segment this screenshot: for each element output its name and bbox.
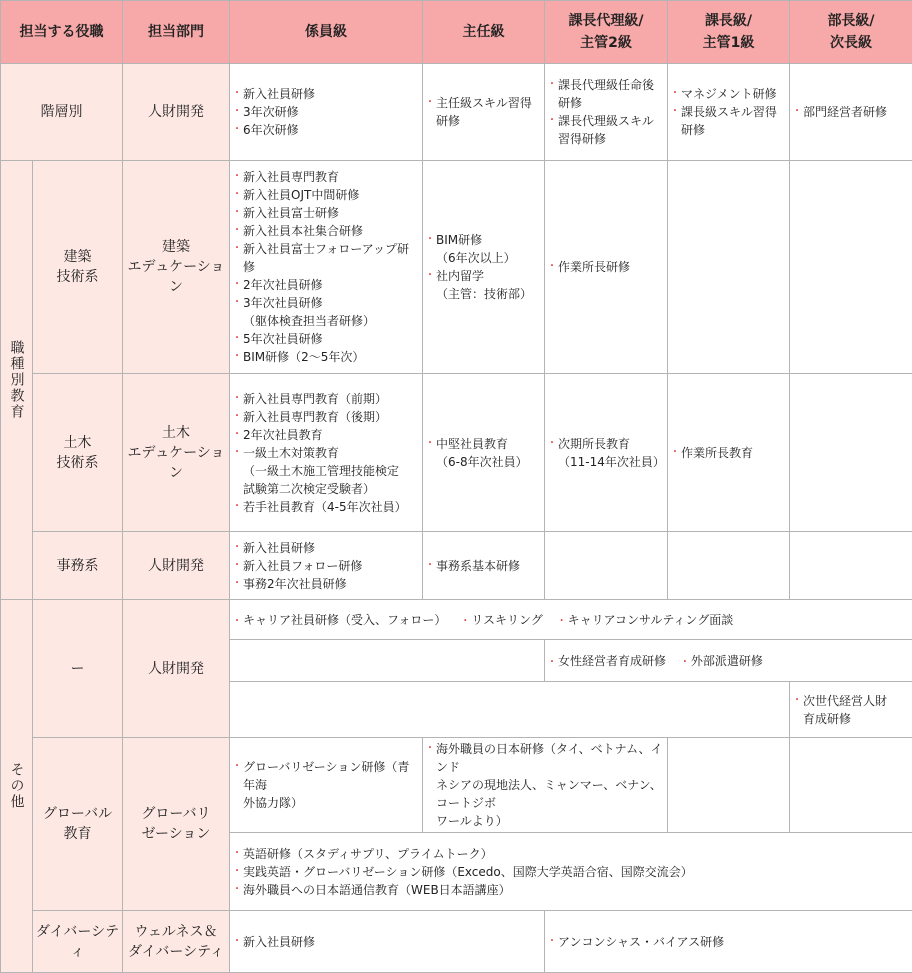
row-kenchiku: [1, 161, 912, 374]
list-item: ・ 新入社員専門教育: [236, 168, 418, 186]
label-diversity: ダイバーシティ: [33, 911, 123, 973]
list-item: ・ 5年次社員研修: [236, 330, 418, 348]
list-item: ・ 実践英語・グローバリゼーション研修（Excedo、国際大学英語合宿、国際交流会）: [236, 863, 908, 881]
dept-global: グローバリ ゼーション: [123, 738, 230, 911]
list-item: ・ 新入社員研修: [236, 539, 418, 557]
dept-kaisou: 人財開発: [123, 64, 230, 161]
list-item: ・ 新入社員OJT中間研修: [236, 186, 418, 204]
label-dash: ー: [33, 600, 123, 738]
list-item: ・ アンコンシャス・バイアス研修: [551, 933, 908, 951]
label-kaisou: 階層別: [1, 64, 123, 161]
header-row: [1, 1, 912, 64]
list-item: ・ 2年次社員教育: [236, 426, 418, 444]
list-item: ・ 課長代理級スキル 習得研修: [551, 112, 663, 148]
list-item: ・ 海外職員の日本研修（タイ、ベトナム、インド ネシアの現地法人、ミャンマー、ベナン、コートジボ ワールより）: [429, 740, 663, 830]
list-item: ・ 事務2年次社員研修: [236, 575, 418, 593]
header-bucho: 部長級/ 次長級: [790, 1, 912, 64]
list-item: ・ 6年次研修: [236, 121, 418, 139]
list-item: ・ 2年次社員研修: [236, 276, 418, 294]
label-sonota: その他: [1, 600, 33, 973]
list-item: ・ 主任級スキル習得 研修: [429, 94, 540, 130]
list-item: ・ BIM研修（2〜5年次）: [236, 348, 418, 366]
dept-doboku: 土木 エデュケーション: [123, 374, 230, 532]
list-item: ・ 作業所長教育: [674, 444, 785, 462]
list-item: ・ 新入社員富士研修: [236, 204, 418, 222]
list-item: ・ 3年次社員研修 （躯体検査担当者研修）: [236, 294, 418, 330]
list-item: ・ 中堅社員教育 （6-8年次社員）: [429, 435, 540, 471]
list-item: ・ キャリア社員研修（受入、フォロー）: [236, 613, 446, 627]
dept-diversity: ウェルネス＆ ダイバーシティ: [123, 911, 230, 973]
list-item: ・ 一級土木対策教育 （一級土木施工管理技能検定 試験第二次検定受験者）: [236, 444, 418, 498]
dept-jimu: 人財開発: [123, 532, 230, 600]
list-item: ・ 外部派遣研修: [684, 654, 763, 668]
label-doboku: 土木 技術系: [33, 374, 123, 532]
list-item: ・ 次世代経営人財 育成研修: [796, 692, 908, 728]
list-item: ・ 若手社員教育（4-5年次社員）: [236, 498, 418, 516]
header-shunin: 主任級: [423, 1, 545, 64]
label-kenchiku: 建築 技術系: [33, 161, 123, 374]
list-item: ・ キャリアコンサルティング面談: [561, 613, 734, 627]
label-global: グローバル 教育: [33, 738, 123, 911]
list-item: ・ 新入社員研修: [236, 85, 418, 103]
list-item: ・ 新入社員フォロー研修: [236, 557, 418, 575]
label-shokushu: 職種別教育: [1, 161, 33, 600]
list-item: ・ BIM研修 （6年次以上）: [429, 231, 540, 267]
list-item: ・ 次期所長教育 （11-14年次社員）: [551, 435, 663, 471]
list-item: ・ 新入社員専門教育（前期）: [236, 390, 418, 408]
row-global-1: [1, 738, 912, 833]
row-doboku: [1, 374, 912, 532]
list-item: ・ 新入社員本社集合研修: [236, 222, 418, 240]
list-item: ・ 事務系基本研修: [429, 557, 540, 575]
list-item: ・ グローバリゼーション研修（青年海 外協力隊）: [236, 758, 418, 812]
list-item: ・ 女性経営者育成研修: [551, 654, 666, 668]
list-item: ・ リスキリング: [464, 613, 543, 627]
header-kakari: 係員級: [230, 1, 423, 64]
header-dairi: 課長代理級/ 主管2級: [545, 1, 668, 64]
list-item: ・ 作業所長研修: [551, 258, 663, 276]
row-jimu: [1, 532, 912, 600]
dept-dash: 人財開発: [123, 600, 230, 738]
row-diversity: [1, 911, 912, 973]
dept-kenchiku: 建築 エデュケーション: [123, 161, 230, 374]
list-item: ・ 部門経営者研修: [796, 103, 908, 121]
list-item: ・ 新入社員富士フォローアップ研修: [236, 240, 418, 276]
list-item: ・ 社内留学 （主管：技術部）: [429, 267, 540, 303]
row-kaisou: [1, 64, 912, 161]
list-item: ・ 新入社員研修: [236, 933, 540, 951]
list-item: ・ 新入社員専門教育（後期）: [236, 408, 418, 426]
list-item: ・ 課長級スキル習得 研修: [674, 103, 785, 139]
list-item: ・ 3年次研修: [236, 103, 418, 121]
list-item: ・ 海外職員への日本語通信教育（WEB日本語講座）: [236, 881, 908, 899]
list-item: ・ 課長代理級任命後 研修: [551, 76, 663, 112]
list-item: ・ マネジメント研修: [674, 85, 785, 103]
list-item: ・ 英語研修（スタディサプリ、プライムトーク）: [236, 845, 908, 863]
header-kacho: 課長級/ 主管1級: [668, 1, 790, 64]
label-jimu: 事務系: [33, 532, 123, 600]
row-dash-1: [1, 600, 912, 640]
header-dept: 担当部門: [123, 1, 230, 64]
header-role: 担当する役職: [1, 1, 123, 64]
